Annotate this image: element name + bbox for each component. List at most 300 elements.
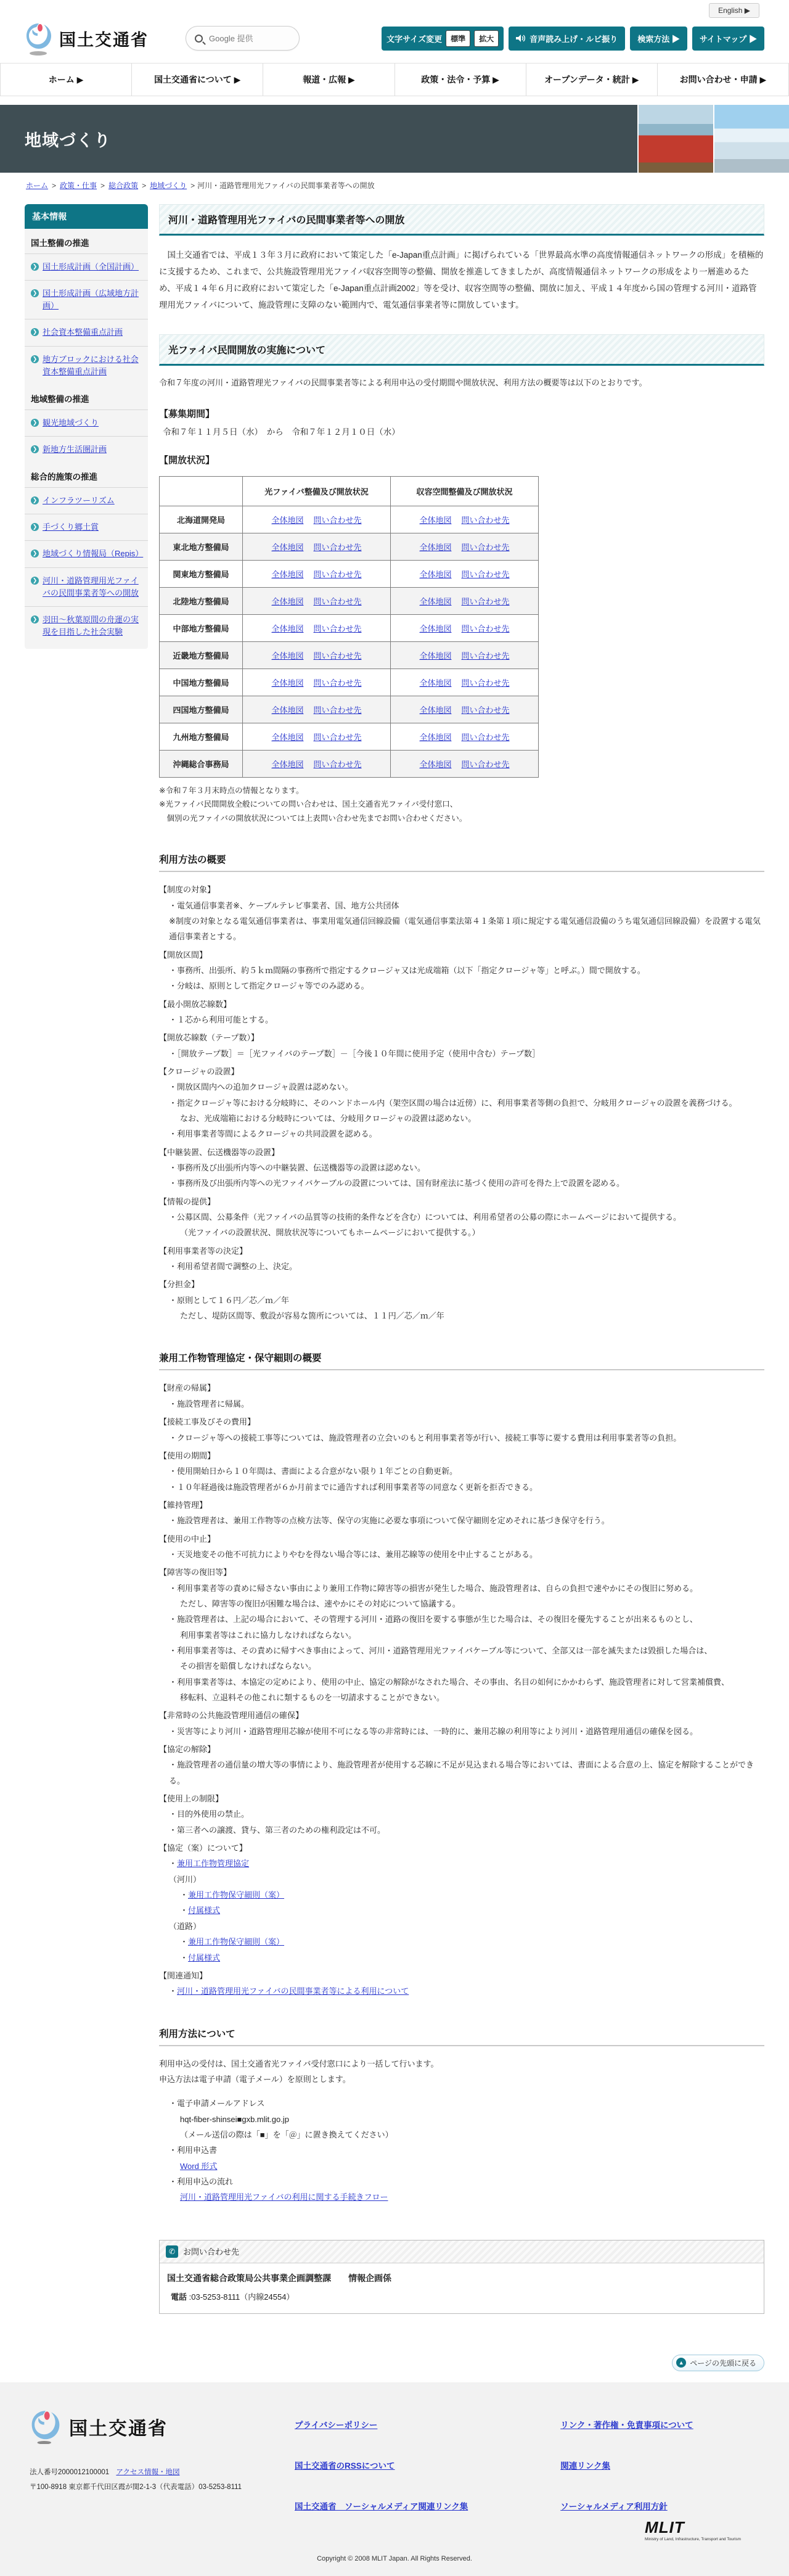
sidebar-item[interactable] (25, 514, 148, 540)
link-line: ・兼用工作物管理協定 (169, 1859, 250, 1869)
sidebar-group-title-1: 地域整備の推進 (31, 394, 89, 404)
table-links-cell (243, 614, 391, 641)
text-line: ・天災地変その他不可抗力によりやむを得ない場合等には、兼用芯線等の使用を中止することがある。 (169, 1549, 538, 1559)
page-title: 河川・道路管理用光ファイバの民間事業者等への開放 (159, 204, 764, 236)
text-line: ・利用申込の流れ (169, 2176, 234, 2186)
chevron-right-icon: ❯ (31, 419, 39, 427)
sidebar (25, 204, 148, 2314)
table-row (160, 560, 539, 587)
text-line: ・開放区間内への追加クロージャ設置は認めない。 (169, 1082, 353, 1092)
footer-link[interactable]: 国土交通省 ソーシャルメディア関連リンク集 (295, 2501, 468, 2511)
sidebar-item-link[interactable]: 国土形成計画（全国計画） (43, 262, 139, 271)
document-link[interactable]: Word 形式 (180, 2161, 218, 2171)
text-line: ・１０年経過後は施設管理者が６か月前までに通告すれば利用事業者等の同意なく更新を拒否できる。 (169, 1482, 538, 1492)
table-header-space: 収容空間整備及び開放状況 (391, 476, 539, 506)
english-button[interactable]: English ▶ (709, 3, 759, 18)
nav-item-0[interactable]: ホーム ▶ (0, 64, 131, 96)
table-region-cell: 中国地方整備局 (160, 669, 243, 696)
sidebar-item-link[interactable]: 国土形成計画（広域地方計画） (43, 289, 139, 311)
sidebar-item[interactable] (25, 436, 148, 463)
tts-label: 音声読み上げ・ルビ振り (529, 34, 618, 44)
rule-heading: 【障害等の復旧等】 (159, 1568, 232, 1578)
map-link[interactable]: 全体地図 (271, 515, 304, 525)
table-region-cell: 関東地方整備局 (160, 560, 243, 587)
table-region-cell: 中部地方整備局 (160, 614, 243, 641)
main-content (159, 204, 764, 2314)
banner-photo-bus (713, 105, 789, 173)
speaker-icon (516, 34, 526, 43)
text-line: ・第三者への譲渡、貸与、第三者のための権利設定は不可。 (169, 1825, 386, 1835)
sidebar-item[interactable] (25, 606, 148, 645)
text-line: ・施設管理者の通信量の増大等の事情により、施設管理者が使用する芯線に不足が見込まれる場合等においては、書面による合意の上、協定を解除することができる。 (169, 1760, 754, 1785)
contact-org: 国土交通省総合政策局公共事業企画調整課 情報企画係 (167, 2273, 391, 2283)
text-line: （メール送信の際は「■」を「＠」に置き換えてください） (180, 2130, 393, 2139)
chevron-right-icon: ❯ (31, 523, 39, 531)
mlit-logo-icon (25, 22, 53, 54)
footer-links-col2 (560, 2418, 693, 2512)
nav-item-2[interactable]: 報道・広報 ▶ (263, 64, 394, 96)
text-line: ・原則として１６円／芯／ｍ／年 (169, 1295, 290, 1305)
section3-title: 兼用工作物管理協定・保守細則の概要 (159, 1351, 764, 1370)
contact-link[interactable]: 問い合わせ先 (313, 759, 362, 769)
chevron-right-icon: ❯ (31, 496, 39, 504)
intro-paragraph: 国土交通省では、平成１３年３月に政府において策定した「e-Japan重点計画」に掲げられている「世界最高水準の高度情報通信ネットワークの形成」を積極的に支援するため、これまで、公共施設管理用光ファイバ収容空間等の整備、開放を推進してきましたが、高度情報通信ネットワークの形成をより一層進めるため、平成１４年６月に政府において策定した「e-Japan重点計画2002」等を受け、収容空間等の整備、開放に加え、平成１４年度から国の管理する河川・道路管理用光ファイバについて、施設管理に支障のない範囲内で、電気通信事業者等に開放しています。 (159, 250, 764, 310)
contact-link[interactable]: 問い合わせ先 (461, 596, 510, 606)
chevron-right-icon: ❯ (31, 328, 39, 336)
text-line: ・電気通信事業者※、ケーブルテレビ事業者、国、地方公共団体 (169, 900, 399, 910)
table-links-cell (391, 506, 539, 533)
sidebar-item[interactable] (25, 253, 148, 280)
table-links-cell (391, 587, 539, 614)
section1-title: 光ファイバ民間開放の実施について (159, 334, 764, 366)
sidebar-item[interactable] (25, 540, 148, 567)
search-method-button[interactable]: 検索方法 ▶ (630, 27, 687, 51)
text-line: ・使用開始日から１０年間は、書面による合意がない限り１年ごとの自動更新。 (169, 1467, 458, 1476)
banner-title: 地域づくり (25, 131, 111, 150)
access-map-link[interactable]: アクセス情報・地図 (116, 2468, 180, 2476)
table-region-cell: 四国地方整備局 (160, 696, 243, 723)
contact-header (160, 2241, 764, 2263)
text-line: ※制度の対象となる電気通信事業者は、事業用電気通信回線設備（電気通信事業法第４１条第１項に規定する電気通信設備のうち電気通信回線設備）を設置する電気通信事業者とする。 (169, 916, 761, 942)
rule-heading: 【接続工事及びその費用】 (159, 1417, 256, 1427)
rule-heading: 【維持管理】 (159, 1500, 208, 1510)
breadcrumb-separator: > (52, 181, 57, 190)
breadcrumb (0, 173, 789, 194)
table-links-cell (391, 614, 539, 641)
rule-heading: 【最小開放芯線数】 (159, 999, 232, 1009)
footer-corp-line (30, 2465, 295, 2480)
contact-link[interactable]: 問い合わせ先 (313, 705, 362, 715)
rule-heading: 【使用の期間】 (159, 1451, 216, 1460)
breadcrumb-item-0[interactable]: ホーム (26, 181, 49, 190)
table-links-cell (243, 533, 391, 560)
contact-link[interactable]: 問い合わせ先 (313, 651, 362, 660)
text-line: ・利用事業者等は、その責めに帰すべき事由によって、河川・道路管理用光ファイバケーブル等について、全部又は一部を滅失または毀損した場合は、 (169, 1645, 713, 1655)
footer-site-title: 国土交通省 (69, 2418, 168, 2439)
footer-mlit-wordmark (30, 2512, 759, 2546)
chevron-right-icon: ❯ (31, 577, 39, 585)
open-status-table (159, 476, 539, 778)
breadcrumb-separator: > (142, 181, 147, 190)
backtop-row (0, 2339, 789, 2382)
footer-link[interactable]: 国土交通省のRSSについて (295, 2461, 395, 2471)
contact-link[interactable]: 問い合わせ先 (461, 732, 510, 742)
rule-heading: 【協定（案）について】 (159, 1843, 247, 1853)
breadcrumb-separator: > (190, 181, 195, 190)
sidebar-group-title-0: 国土整備の推進 (31, 239, 89, 248)
global-nav (0, 64, 789, 96)
up-arrow-icon: ▲ (676, 2358, 686, 2368)
text-line: ・事務所及び出張所内等への光ファイバケーブルの設置については、国有財産法に基づく使用の許可を得た上で設置を認める。 (169, 1179, 625, 1188)
text-line: ただし、堤防区間等、敷設が容易な箇所については、１１円／芯／ｍ／年 (180, 1311, 444, 1321)
sidebar-item-link[interactable]: 観光地域づくり (43, 418, 99, 427)
table-links-cell (243, 587, 391, 614)
table-region-cell: 東北地方整備局 (160, 533, 243, 560)
map-link[interactable]: 全体地図 (271, 596, 304, 606)
table-links-cell (391, 533, 539, 560)
chevron-right-icon: ❯ (31, 263, 39, 271)
contact-link[interactable]: 問い合わせ先 (313, 732, 362, 742)
table-note-0: ※令和７年３月末時点の情報となります。 (159, 786, 304, 795)
sidebar-item[interactable] (25, 487, 148, 514)
header-buttons (382, 27, 764, 51)
map-link[interactable]: 全体地図 (271, 651, 304, 660)
rule-heading: 【クロージャの設置】 (159, 1066, 239, 1076)
link-line: ・兼用工作物保守細則（案） (180, 1937, 285, 1947)
document-link[interactable]: 河川・道路管理用光ファイバの民間事業者等による利用について (177, 1986, 409, 1996)
table-row (160, 641, 539, 669)
map-link[interactable]: 全体地図 (271, 705, 304, 715)
table-region-cell: 九州地方整備局 (160, 723, 243, 750)
text-line: ・事務所、出張所、約５ｋｍ間隔の事務所で指定するクロージャ又は光成端箱（以下「指定クロージャ等」と呼ぶ。）間で開放する。 (169, 965, 645, 975)
map-link[interactable]: 全体地図 (419, 705, 452, 715)
map-link[interactable]: 全体地図 (271, 678, 304, 688)
banner-photo-train (637, 105, 713, 173)
table-row (160, 506, 539, 533)
table-row (160, 669, 539, 696)
search-icon (195, 35, 203, 43)
contact-link[interactable]: 問い合わせ先 (461, 678, 510, 688)
breadcrumb-item-3[interactable]: 地域づくり (150, 181, 187, 190)
page-banner (0, 105, 789, 173)
mlit-wordmark-text: MLIT (645, 2517, 685, 2537)
contact-link[interactable]: 問い合わせ先 (461, 515, 510, 525)
contact-box (159, 2240, 764, 2314)
footer-logo[interactable] (30, 2409, 295, 2444)
rule-heading: 【使用上の制限】 (159, 1794, 224, 1804)
tts-button[interactable] (509, 27, 625, 51)
contact-link[interactable]: 問い合わせ先 (313, 569, 362, 579)
text-line: （光ファイバの設置状況、開放状況等についてもホームページにおいて提供する。） (180, 1228, 480, 1238)
contact-link[interactable]: 問い合わせ先 (461, 759, 510, 769)
status-heading: 【開放状況】 (159, 455, 215, 466)
table-row (160, 614, 539, 641)
contact-tel-label: 電話 (171, 2292, 187, 2302)
recruit-period: 令和７年１１月５日（水） から 令和７年１２月１０日（水） (163, 427, 400, 437)
chevron-right-icon: ❯ (31, 355, 39, 363)
table-note-1: ※光ファイバ民間開放全般についての問い合わせは、国土交通省光ファイバ受付窓口、 (159, 800, 458, 809)
table-links-cell (243, 696, 391, 723)
section2-title: 利用方法の概要 (159, 852, 764, 872)
text-line: その損害を賠償しなければならない。 (180, 1661, 317, 1671)
contact-link[interactable]: 問い合わせ先 (461, 569, 510, 579)
text-line: （河川） (169, 1874, 202, 1884)
sidebar-item[interactable] (25, 319, 148, 345)
back-to-top-button[interactable] (672, 2355, 764, 2371)
text-line: ・利用事業者等間によるクロージャの共同設置を認める。 (169, 1129, 377, 1139)
breadcrumb-separator: > (100, 181, 105, 190)
table-links-cell (243, 723, 391, 750)
text-line: ・指定クロージャ等における分岐時に、そのハンドホール内（架空区間の場合は近傍）に、利用事業者等側の負担で、分岐用クロージャの設置を義務づける。 (169, 1098, 737, 1108)
contact-link[interactable]: 問い合わせ先 (461, 542, 510, 552)
text-line: ・災害等により河川・道路管理用芯線が使用不可になる等の非常時には、一時的に、兼用芯線の利用等により河川・道路管理用通信の確保を図る。 (169, 1726, 698, 1736)
text-line: ・目的外使用の禁止。 (169, 1809, 250, 1819)
recruit-heading: 【募集期間】 (159, 408, 215, 419)
section3-lines (159, 1380, 764, 1999)
text-line: 申込方法は電子申請（電子メール）を原則とします。 (159, 2074, 351, 2084)
sidebar-item-link[interactable]: 社会資本整備重点計画 (43, 327, 123, 337)
contact-link[interactable]: 問い合わせ先 (313, 596, 362, 606)
text-line: ・施設管理者は、兼用工作物等の点検方法等、保守の実施に必要な事項について保守細則を定めそれに基づき保守を行う。 (169, 1516, 610, 1526)
sidebar-item-link[interactable]: 地方ブロックにおける社会資本整備重点計画 (43, 354, 139, 376)
sidebar-item[interactable] (25, 409, 148, 436)
text-line: ただし、障害等の復旧が困難な場合は、速やかにその対応について協議する。 (180, 1599, 460, 1608)
footer (0, 2382, 789, 2576)
sidebar-item-link[interactable]: 羽田～秋葉原間の舟運の実現を目指した社会実験 (43, 614, 139, 636)
rule-heading: 【開放区間】 (159, 950, 208, 960)
contact-link[interactable]: 問い合わせ先 (313, 623, 362, 633)
rule-heading: 【関連通知】 (159, 1970, 208, 1980)
map-link[interactable]: 全体地図 (419, 678, 452, 688)
section4-title: 利用方法について (159, 2027, 764, 2046)
table-links-cell (243, 750, 391, 777)
section4-lines (159, 2056, 764, 2205)
breadcrumb-item-4: 河川・道路管理用光ファイバの民間事業者等への開放 (197, 181, 375, 190)
document-link[interactable]: 兼用工作物保守細則（案） (188, 1937, 285, 1947)
text-line: ・電子申請メールアドレス (169, 2099, 265, 2109)
chevron-right-icon: ❯ (31, 549, 39, 558)
font-large-button[interactable]: 拡大 (474, 30, 499, 47)
back-to-top-label: ページの先頭に戻る (690, 2358, 756, 2368)
table-note-2: 個別の光ファイバの開放状況については上表問い合わせ先までお問い合わせください。 (159, 813, 467, 823)
text-line: ・利用申込書 (169, 2146, 218, 2155)
font-standard-button[interactable]: 標準 (446, 30, 470, 47)
sidebar-group-title-2: 総合的施策の推進 (31, 472, 97, 482)
text-line: （道路） (169, 1921, 202, 1931)
table-row (160, 533, 539, 560)
breadcrumb-item-1[interactable]: 政策・仕事 (60, 181, 97, 190)
text-line: ・利用事業者等は、本協定の定めにより、使用の中止、協定の解除がなされた場合、その事由、名目の如何にかかわらず、施設管理者に対して営業補償費、 (169, 1677, 729, 1687)
map-link[interactable]: 全体地図 (419, 596, 452, 606)
text-line: ・施設管理者に帰属。 (169, 1399, 250, 1409)
text-line: ・［開放テープ数］＝［光ファイバのテープ数］－［今後１０年間に使用予定（使用中含む）テープ数］ (169, 1048, 541, 1058)
text-line: 利用申込の受付は、国土交通省光ファイバ受付窓口により一括して行います。 (159, 2059, 439, 2068)
footer-meta (30, 2465, 295, 2495)
table-links-cell (391, 696, 539, 723)
footer-link[interactable]: リンク・著作権・免責事項について (560, 2420, 693, 2430)
nav-item-1[interactable]: 国土交通省について ▶ (131, 64, 263, 96)
table-row (160, 723, 539, 750)
text-line: ・利用事業者等の責めに帰さない事由により兼用工作物に障害等の損害が発生した場合、施設管理者は、自らの負担で速やかにその復旧に努める。 (169, 1583, 698, 1593)
map-link[interactable]: 全体地図 (271, 569, 304, 579)
text-line: ・利用希望者間で調整の上、決定。 (169, 1262, 298, 1272)
text-line: ・クロージャ等への接続工事等については、施設管理者の立会いのもと利用事業者等が行い、接続工事等に要する費用は利用事業者等の負担。 (169, 1433, 682, 1442)
map-link[interactable]: 全体地図 (419, 569, 452, 579)
table-region-cell: 沖縄総合事務局 (160, 750, 243, 777)
nav-item-3[interactable]: 政策・法令・予算 ▶ (394, 64, 526, 96)
text-line: 移転料、立退料その他これに類するものを一切請求することができない。 (180, 1693, 445, 1702)
map-link[interactable]: 全体地図 (419, 542, 452, 552)
map-link[interactable]: 全体地図 (419, 759, 452, 769)
table-links-cell (391, 723, 539, 750)
contact-link[interactable]: 問い合わせ先 (461, 623, 510, 633)
rule-heading: 【開放芯線数（テープ数）】 (159, 1033, 259, 1043)
rule-heading: 【分担金】 (159, 1280, 200, 1290)
footer-link[interactable]: 関連リンク集 (560, 2461, 610, 2471)
footer-address: 〒100-8918 東京都千代田区霞が関2-1-3（代表電話）03-5253-8111 (30, 2483, 242, 2491)
sidebar-item-link[interactable]: 手づくり郷土賞 (43, 522, 99, 532)
section2-lines (159, 882, 764, 1323)
rule-heading: 【非常時の公共施設管理用通信の確保】 (159, 1711, 304, 1721)
sidebar-body (25, 229, 148, 649)
map-link[interactable]: 全体地図 (419, 515, 452, 525)
table-header-empty (160, 476, 243, 506)
contact-link[interactable]: 問い合わせ先 (313, 542, 362, 552)
rule-heading: 【財産の帰属】 (159, 1383, 216, 1393)
map-link[interactable]: 全体地図 (419, 732, 452, 742)
chevron-right-icon: ❯ (31, 615, 39, 623)
table-row (160, 587, 539, 614)
rule-heading: 【利用事業者等の決定】 (159, 1246, 248, 1256)
table-notes (159, 784, 764, 826)
table-links-cell (391, 750, 539, 777)
chevron-right-icon: ❯ (31, 445, 39, 453)
header (0, 21, 789, 64)
rule-heading: 【使用の中止】 (159, 1534, 216, 1544)
sitemap-button[interactable]: サイトマップ ▶ (692, 27, 764, 51)
sidebar-item-link[interactable]: インフラツーリズム (43, 496, 115, 506)
document-link[interactable]: 兼用工作物保守細則（案） (188, 1890, 285, 1900)
document-link[interactable]: 付属様式 (188, 1906, 221, 1916)
table-links-cell (391, 560, 539, 587)
top-strip (0, 0, 789, 21)
sidebar-item-link[interactable]: 新地方生活圏計画 (43, 444, 107, 454)
rule-heading: 【制度の対象】 (159, 885, 216, 895)
footer-links-col1 (295, 2418, 468, 2512)
mlit-logo[interactable] (25, 22, 149, 54)
mlit-wordmark-tagline: Ministry of Land, Infrastructure, Transport and Tourism (645, 2537, 741, 2541)
table-header-fiber: 光ファイバ整備及び開放状況 (243, 476, 391, 506)
spacer (159, 2087, 764, 2096)
link-line: ・付属様式 (180, 1906, 221, 1916)
map-link[interactable]: 全体地図 (419, 651, 452, 660)
document-link[interactable]: 河川・道路管理用光ファイバの利用に関する手続きフロー (180, 2192, 388, 2202)
link-line: ・河川・道路管理用光ファイバの民間事業者等による利用について (169, 1986, 409, 1996)
table-region-cell: 北海道開発局 (160, 506, 243, 533)
banner-photos (637, 105, 789, 173)
contact-header-label: お問い合わせ先 (183, 2247, 240, 2257)
sidebar-item-link[interactable]: 河川・道路管理用光ファイバの民間事業者等への開放 (43, 575, 139, 598)
table-row (160, 696, 539, 723)
footer-link[interactable]: プライバシーポリシー (295, 2420, 378, 2430)
table-region-cell: 北陸地方整備局 (160, 587, 243, 614)
footer-logo-icon (30, 2409, 62, 2444)
phone-icon: ✆ (166, 2245, 178, 2258)
breadcrumb-item-2[interactable]: 総合政策 (108, 181, 139, 190)
contact-link[interactable]: 問い合わせ先 (461, 651, 510, 660)
text-line: hqt-fiber-shinsei■gxb.mlit.go.jp (180, 2114, 289, 2124)
rule-heading: 【情報の提供】 (159, 1196, 216, 1206)
site-title: 国土交通省 (59, 30, 149, 49)
table-links-cell (243, 506, 391, 533)
map-link[interactable]: 全体地図 (419, 623, 452, 633)
table-links-cell (243, 560, 391, 587)
link-line: ・付属様式 (180, 1953, 221, 1962)
document-link[interactable]: 兼用工作物管理協定 (177, 1859, 250, 1869)
text-line: ・分岐は、原則として指定クロージャ等でのみ認める。 (169, 981, 369, 991)
table-region-cell: 近畿地方整備局 (160, 641, 243, 669)
map-link[interactable]: 全体地図 (271, 542, 304, 552)
contact-tel (167, 2290, 756, 2302)
text-line: ・１芯から利用可能とする。 (169, 1014, 274, 1024)
contact-tel-number: :03-5253-8111（内線24554） (189, 2292, 295, 2302)
section1-lead: 令和７年度の河川・道路管理光ファイバの民間事業者等による利用申込の受付期間や開放状況、利用方法の概要等は以下のとおりです。 (159, 378, 647, 387)
contact-link[interactable]: 問い合わせ先 (461, 705, 510, 715)
table-links-cell (243, 669, 391, 696)
text-line: ・事務所及び出張所内等への中継装置、伝送機器等の設置は認めない。 (169, 1163, 426, 1173)
document-link[interactable]: 付属様式 (188, 1953, 221, 1962)
search-input[interactable] (209, 34, 277, 43)
font-size-control (382, 27, 504, 51)
table-links-cell (391, 641, 539, 669)
table-header-row (160, 476, 539, 506)
contact-link[interactable]: 問い合わせ先 (313, 678, 362, 688)
logo-shadow (30, 51, 47, 56)
nav-item-5[interactable]: お問い合わせ・申請 ▶ (657, 64, 789, 96)
sidebar-item[interactable] (25, 567, 148, 606)
text-line: なお、光成端箱における分岐時については、分岐用クロージャの設置は認めない。 (180, 1114, 476, 1123)
contact-body (160, 2263, 764, 2313)
link-line: ・兼用工作物保守細則（案） (180, 1890, 285, 1900)
map-link[interactable]: 全体地図 (271, 759, 304, 769)
text-line: ・施設管理者は、上記の場合において、その管理する河川・道路の復旧を要する事態が生じた場合は、その復旧を優先することが出来るものとし、 (169, 1615, 698, 1624)
table-row (160, 750, 539, 777)
nav-item-4[interactable]: オープンデータ・統計 ▶ (526, 64, 657, 96)
sidebar-header: 基本情報 (25, 204, 148, 229)
sidebar-item-link[interactable]: 地域づくり情報局（Repis） (43, 549, 144, 559)
contact-link[interactable]: 問い合わせ先 (313, 515, 362, 525)
copyright: Copyright © 2008 MLIT Japan. All Rights Reserved. (317, 2554, 472, 2562)
site-search[interactable] (186, 26, 300, 51)
text-line: ・公募区間、公募条件（光ファイバの品質等の技術的条件などを含む）については、利用希望者の公募の際にホームページにおいて提供する。 (169, 1212, 681, 1222)
footer-link[interactable]: ソーシャルメディア利用方針 (560, 2501, 668, 2511)
link-line (159, 2158, 764, 2174)
rule-heading: 【中継装置、伝送機器等の設置】 (159, 1147, 280, 1157)
chevron-right-icon: ❯ (31, 289, 39, 297)
footer-left (30, 2409, 295, 2512)
map-link[interactable]: 全体地図 (271, 623, 304, 633)
table-links-cell (243, 641, 391, 669)
table-links-cell (391, 669, 539, 696)
font-size-label: 文字サイズ変更 (386, 34, 443, 44)
rule-heading: 【協定の解除】 (159, 1745, 216, 1755)
text-line: 利用事業者等はこれに協力しなければならない。 (180, 1630, 357, 1640)
sidebar-item[interactable] (25, 346, 148, 385)
link-line (159, 2189, 764, 2205)
corp-number: 法人番号2000012100001 (30, 2468, 110, 2476)
sidebar-item[interactable] (25, 280, 148, 319)
map-link[interactable]: 全体地図 (271, 732, 304, 742)
